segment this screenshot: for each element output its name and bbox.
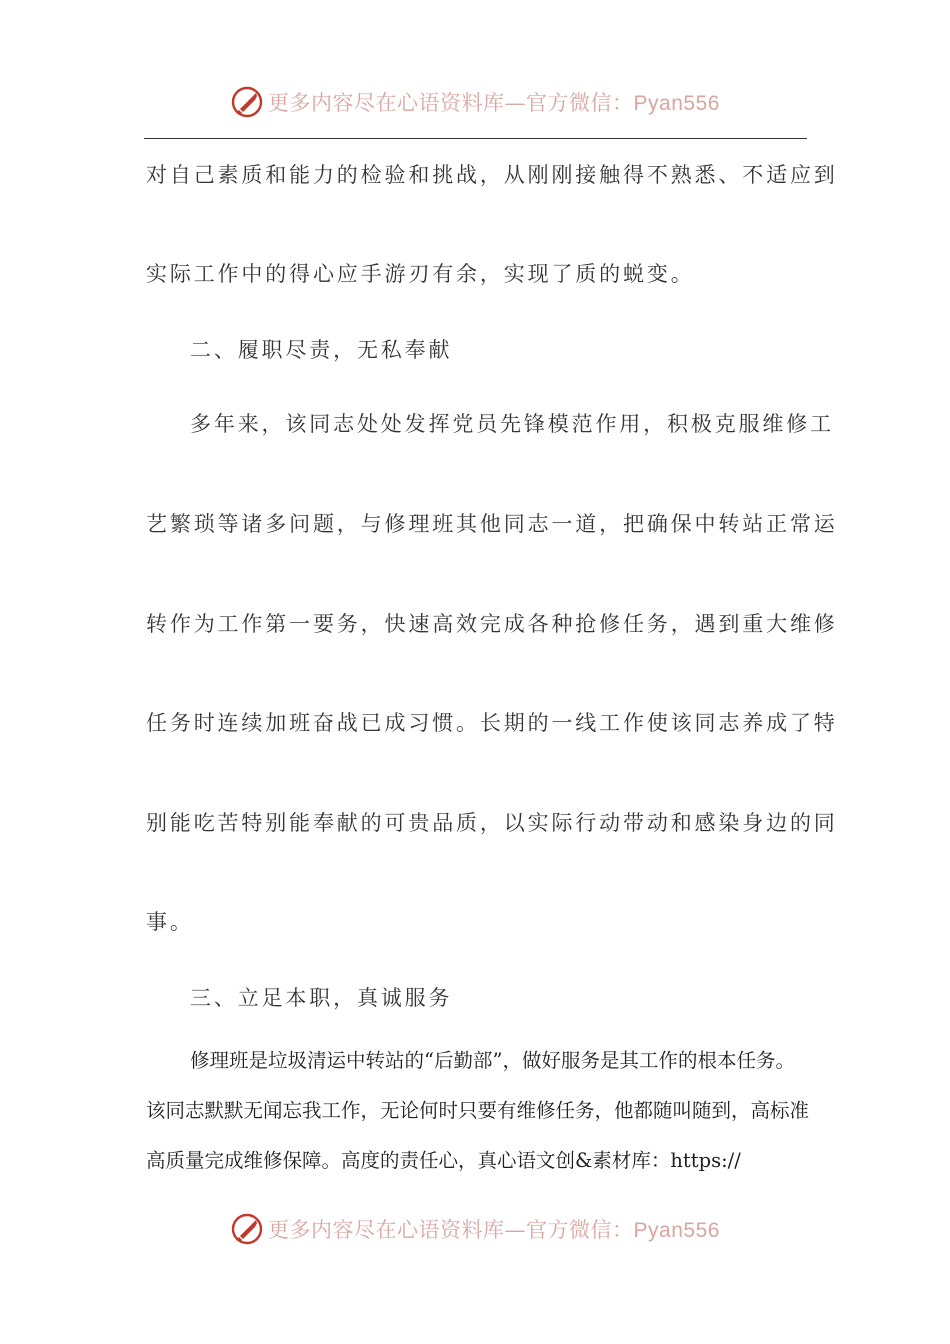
header-divider xyxy=(144,138,807,139)
paragraph-line: 高质量完成维修保障。高度的责任心，真心语文创&素材库：https:// xyxy=(146,1149,741,1172)
brand-slogan: 更多内容尽在心语资料库—官方微信： xyxy=(268,91,634,115)
section-heading: 二、履职尽责，无私奉献 xyxy=(190,338,453,362)
paragraph-line: 艺繁琐等诸多问题，与修理班其他同志一道，把确保中转站正常运 xyxy=(146,512,838,536)
page-header xyxy=(0,80,950,124)
brand-text xyxy=(268,87,720,117)
brand-text xyxy=(268,1214,720,1244)
section-heading: 三、立足本职，真诚服务 xyxy=(190,986,453,1010)
paragraph-line: 事。 xyxy=(146,910,194,934)
paragraph-line: 实际工作中的得心应手游刃有余，实现了质的蜕变。 xyxy=(146,262,695,286)
page-footer xyxy=(0,1207,950,1251)
pen-nib-logo-icon xyxy=(230,1212,264,1246)
pen-nib-logo-icon xyxy=(230,85,264,119)
paragraph-line: 别能吃苦特别能奉献的可贵品质，以实际行动带动和感染身边的同 xyxy=(146,811,838,835)
paragraph-line: 转作为工作第一要务，快速高效完成各种抢修任务，遇到重大维修 xyxy=(146,612,838,636)
paragraph-line: 修理班是垃圾清运中转站的“后勤部”，做好服务是其工作的根本任务。 xyxy=(190,1049,795,1072)
paragraph-line: 多年来，该同志处处发挥党员先锋模范作用，积极克服维修工 xyxy=(190,412,834,436)
paragraph-line: 该同志默默无闻忘我工作，无论何时只要有维修任务，他都随叫随到，高标准 xyxy=(146,1099,810,1122)
paragraph-line: 任务时连续加班奋战已成习惯。长期的一线工作使该同志养成了特 xyxy=(146,711,838,735)
brand-handle: Pyan556 xyxy=(633,92,720,115)
brand-slogan: 更多内容尽在心语资料库—官方微信： xyxy=(268,1218,634,1242)
brand-handle: Pyan556 xyxy=(633,1219,720,1242)
paragraph-line: 对自己素质和能力的检验和挑战，从刚刚接触得不熟悉、不适应到 xyxy=(146,163,838,187)
